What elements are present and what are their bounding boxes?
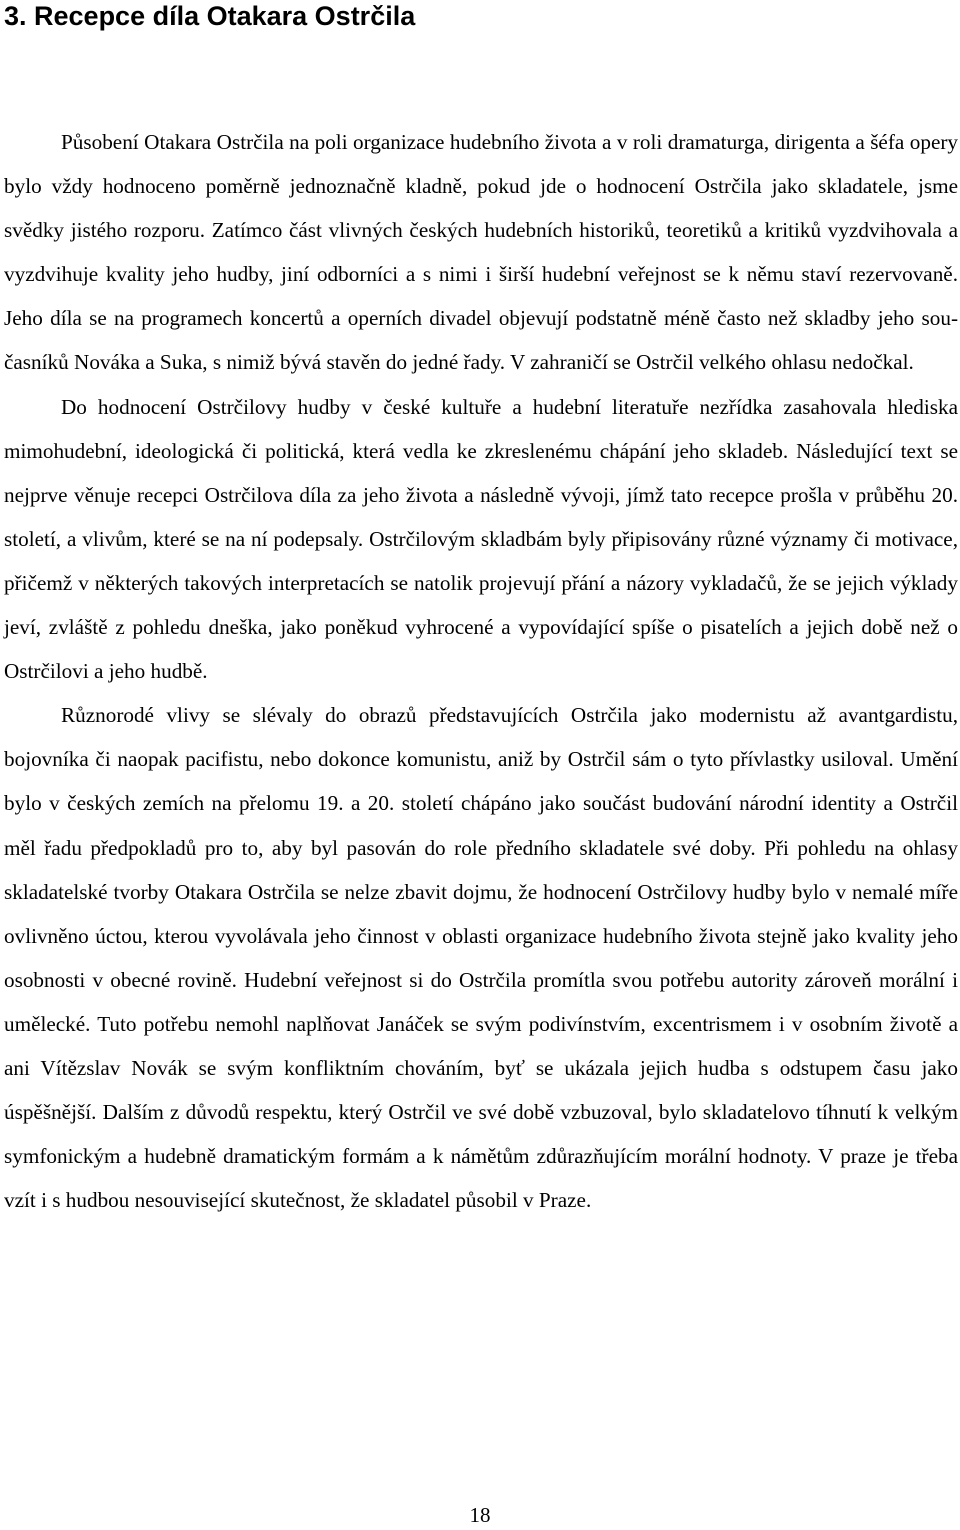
chapter-heading: 3. Recepce díla Otakara Ostrčila: [4, 1, 416, 31]
paragraph-3: Různorodé vlivy se slévaly do obrazů představujících Ostrčila jako modernistu až avantgardistu, bojovníka či naopak pacifistu, nebo dokonce komunistu, aniž by Ostrčil sám o tyto přívlastky usiloval. Umění bylo v českých zemích na přelomu 19. a 20. století chápáno jako součást budování národní identity a Ostrčil měl řadu předpokladů pro to, aby byl pasován do role předního skladatele své doby. Při pohledu na ohlasy skladatelské tvorby Otakara Ostrčila se nelze zbavit dojmu, že hodnocení Ostrčilovy hudby bylo v nemalé míře ovlivněno úctou, kterou vyvolávala jeho činnost v oblasti organizace hudebního života stejně jako kvality jeho osobnosti v obecné rovině. Hudební veřejnost si do Ostrčila promítla svou potřebu autority zároveň morální i umělecké. Tuto potřebu nemohl naplňovat Janáček se svým podivínstvím, excentrismem i v osobním životě a ani Vítězslav Novák se svým konfliktním chováním, byť se ukázala jejich hudba s odstupem času jako úspěšnější. Dalším z důvodů respektu, který Ostrčil ve své době vzbuzoval, bylo skladatelovo tíhnutí k velkým symfonickým a hudebně dramatickým formám a k námětům zdůrazňujícím morální hodnoty. V praze je třeba vzít i s hudbou nesouvisející skutečnost, že skladatel působil v Praze.: [4, 703, 958, 1213]
paragraph-1: Působení Otakara Ostrčila na poli organizace hudebního života a v roli dramaturga, dirigenta a šéfa opery bylo vždy hodnoceno poměrně jednoznačně kladně, pokud jde o hodnocení Ostrčila jako skladatele, jsme svědky jistého rozporu. Zatímco část vlivných českých hudebních historiků, teoretiků a kritiků vyzdvihovala a vyzdvihuje kvality jeho hudby, jiní odborníci a s nimi i širší hudební veřejnost se k němu staví rezervovaně. Jeho díla se na programech koncertů a operních divadel objevují podstatně méně často než skladby jeho současníků Nováka a Suka, s nimiž bývá stavěn do jedné řady. V zahraničí se Ostrčil velkého ohlasu nedočkal.: [4, 130, 958, 375]
page-number: 18: [469, 1503, 491, 1527]
body-text: [4, 120, 958, 1222]
paragraph-2: Do hodnocení Ostrčilovy hudby v české kultuře a hudební literatuře nezřídka zasahovala hlediska mimohudební, ideologická či politická, která vedla ke zkreslenému chápání jeho skladeb. Následující text se nejprve věnuje recepci Ostrčilova díla za jeho života a následně vývoji, jímž tato recepce prošla v průběhu 20. století, a vlivům, které se na ní podepsaly. Ostrčilovým skladbám byly připisovány různé významy či motivace, přičemž v některých takových interpretacích se natolik projevují přání a názory vykladačů, že se jejich výklady jeví, zvláště z pohledu dneška, jako poněkud vyhrocené a vypovídající spíše o pisatelích a jejich době než o Ostrčilovi a jeho hudbě.: [4, 394, 958, 684]
